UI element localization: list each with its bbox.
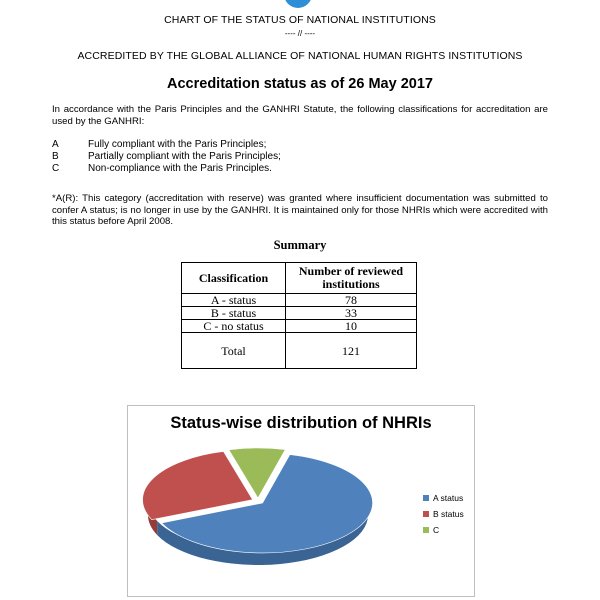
table-header-row xyxy=(182,263,417,294)
total-row xyxy=(182,333,417,369)
classification-header: Classification xyxy=(182,263,286,294)
logo-icon xyxy=(284,0,312,8)
row-value: 33 xyxy=(286,307,417,320)
pie-chart xyxy=(127,405,475,597)
legend-item xyxy=(423,490,464,506)
classification-text: Partially compliant with the Paris Principles; xyxy=(88,150,281,162)
note-paragraph: *A(R): This category (accreditation with reserve) was granted where insufficient documentation was submitted to confer A status; is no longer in use by the GANHRI. It is maintained only for those NHRIs which were accredited with this status before April 2008. xyxy=(52,193,548,227)
count-header: Number of reviewed institutions xyxy=(286,263,417,294)
table-row xyxy=(182,307,417,320)
header-line-1: CHART OF THE STATUS OF NATIONAL INSTITUTIONS xyxy=(164,14,436,26)
legend-swatch xyxy=(423,511,429,517)
classification-key: B xyxy=(52,150,59,162)
row-label: C - no status xyxy=(182,320,286,333)
header-separator: ---- // ---- xyxy=(284,29,316,38)
page-title: Accreditation status as of 26 May 2017 xyxy=(167,76,433,92)
table-row xyxy=(182,294,417,307)
row-value: 10 xyxy=(286,320,417,333)
row-label: A - status xyxy=(182,294,286,307)
classification-text: Fully compliant with the Paris Principles; xyxy=(88,139,267,150)
summary-title: Summary xyxy=(273,238,327,252)
legend-label: C xyxy=(433,525,440,535)
header-line-2: ACCREDITED BY THE GLOBAL ALLIANCE OF NATIONAL HUMAN RIGHTS INSTITUTIONS xyxy=(77,50,523,62)
legend-item xyxy=(423,522,464,538)
classification-text: Non-compliance with the Paris Principles. xyxy=(88,162,272,174)
classification-key: A xyxy=(52,139,59,150)
summary-table xyxy=(181,262,417,369)
chart-title: Status-wise distribution of NHRIs xyxy=(170,414,432,432)
row-value: 78 xyxy=(286,294,417,307)
total-value: 121 xyxy=(286,333,417,369)
classification-list xyxy=(52,139,281,174)
list-item xyxy=(52,139,281,151)
row-label: B - status xyxy=(182,307,286,320)
table-row xyxy=(182,320,417,333)
total-label: Total xyxy=(182,333,286,369)
list-item xyxy=(52,151,281,163)
intro-paragraph: In accordance with the Paris Principles and the GANHRI Statute, the following classifications for accreditation are used by the GANHRI: xyxy=(52,104,548,127)
legend-item xyxy=(423,506,464,522)
list-item xyxy=(52,163,281,175)
chart-legend xyxy=(423,490,464,538)
classification-key: C xyxy=(52,162,60,174)
legend-swatch xyxy=(423,527,429,533)
legend-label: A status xyxy=(433,493,464,503)
legend-swatch xyxy=(423,495,429,501)
legend-label: B status xyxy=(433,509,464,519)
